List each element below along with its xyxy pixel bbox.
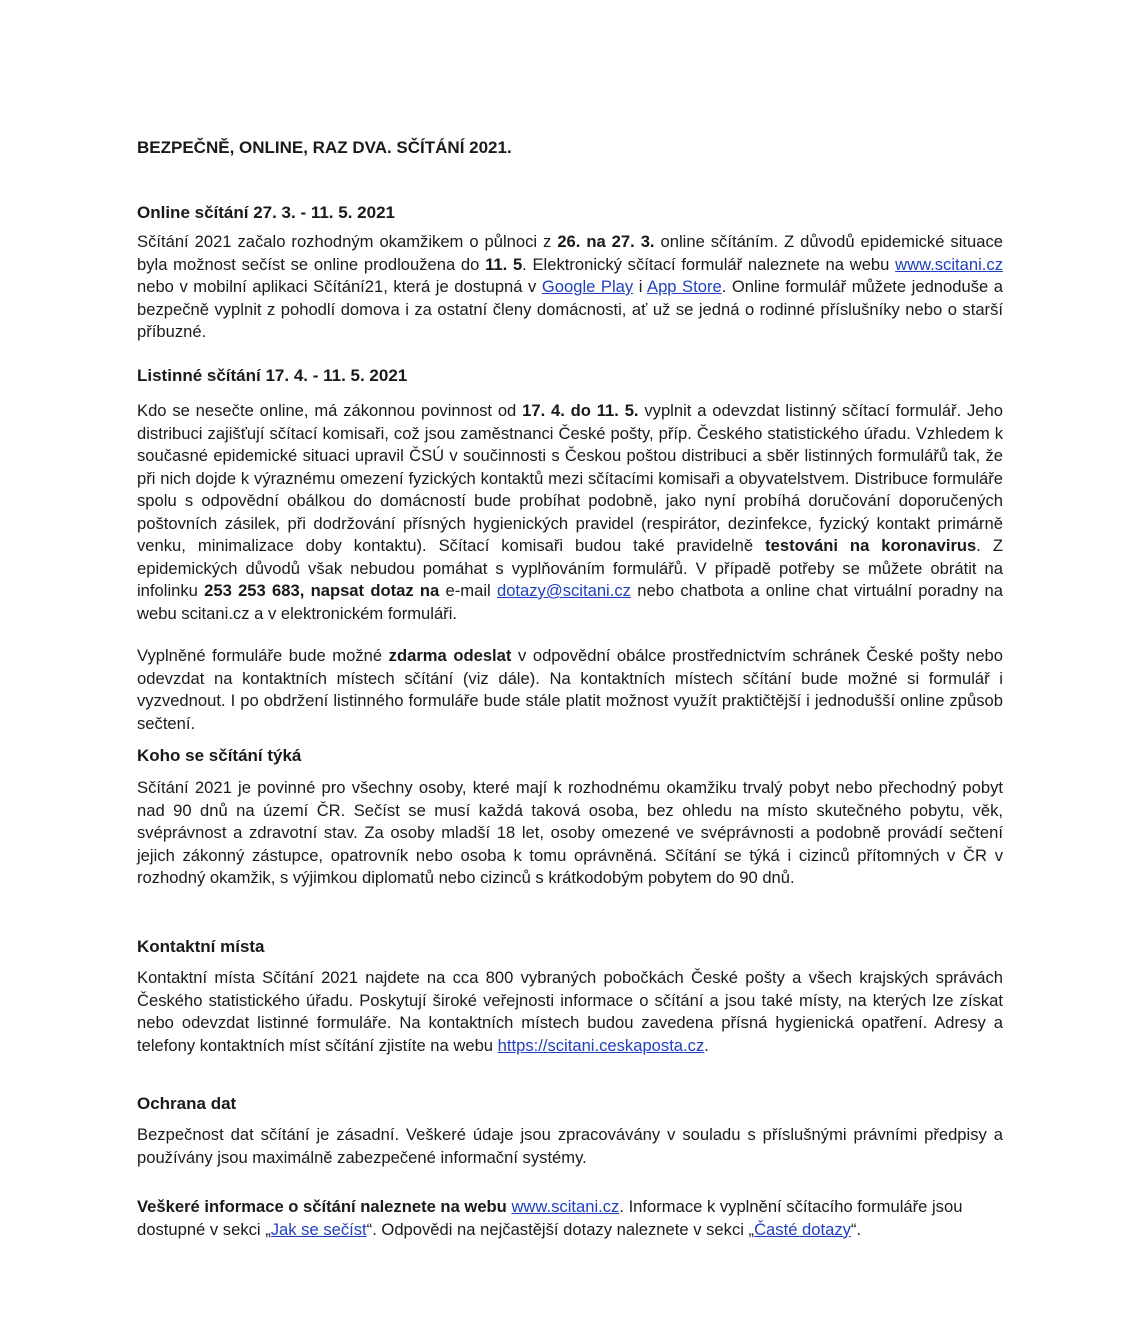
text-run: vyplnit a odevzdat listinný sčítací formulář. Jeho distribuci zajišťují sčítací komisaři, což jsou zaměstnanci České pošty, příp. Českého statistického úřadu. Vzhledem k současné epidemické situaci upravil ČSÚ v součinnosti s Českou poštou distribuci a sběr listinných formulářů tak, že při nich dojde k výraznému omezení fyzických kontaktů mezi sčítacími komisaři a obyvatelstvem. Distribuce formuláře spolu s odpovědní obálkou do domácností bude probíhat podobně, jako nyní probíhá doručování doporučených poštovních zásilek, při dodržování přísných hygienických pravidel (respirátor, dezinfekce, fyzický kontakt primárně venku, minimalizace doby kontaktu). Sčítací komisaři budou také pravidelně [137, 401, 1003, 555]
online-census-heading: Online sčítání 27. 3. - 11. 5. 2021 [137, 203, 395, 222]
faq-link[interactable]: Časté dotazy [754, 1219, 851, 1239]
text-run: v odpovědní obálce prostřednictvím schránek České pošty nebo odevzdat na kontaktních místech sčítání (viz dále). Na kontaktních místech sčítání bude možné si formulář i vyzvednout. I po obdržení listinného formuláře bude stále platit možnost využít praktičtější i jednodušší online způsob sečtení. [137, 646, 1004, 733]
how-to-link[interactable]: Jak se sečíst [270, 1219, 367, 1239]
who-paragraph: Sčítání 2021 je povinné pro všechny osoby, které mají k rozhodnému okamžiku trvalý pobyt nebo přechodný pobyt nad 90 dnů na území ČR. Sečíst se musí každá taková osoba, bez ohledu na místo skutečného pobytu, věk, svéprávnost a zdravotní stav. Za osoby mladší 18 let, osoby omezené ve svéprávnosti a podobně provádí sečtení jejich zákonný zástupce, opatrovník nebo osoba k tomu oprávněná. Sčítání se týká i cizinců přítomných v ČR v rozhodný okamžik, s výjimkou diplomatů nebo cizinců s krátkodobým pobytem do 90 dnů. [137, 778, 1003, 887]
date-range: 26. na 27. 3. [557, 232, 655, 251]
text-run: Kontaktní místa Sčítání 2021 najdete na cca 800 vybraných pobočkách České pošty a všech krajských správách Českého statistického úřadu. Poskytují široké veřejnosti informace o sčítání a jsou také místy, na kterých lze získat nebo odevzdat listinné formuláře. Na kontaktních místech budou zavedena přísná hygienická opatření. Adresy a telefony kontaktních míst sčítání zjistíte na webu [137, 968, 1003, 1055]
text-run: . Informace k vyplnění sčítacího formuláře jsou dostupné v sekci „ [137, 1197, 963, 1239]
who-heading: Koho se sčítání týká [137, 746, 302, 765]
google-play-link[interactable]: Google Play [541, 277, 634, 296]
text-run: e-mail [439, 581, 497, 600]
scitani-footer-link[interactable]: www.scitani.cz [511, 1197, 620, 1216]
text-run: nebo v mobilní aplikaci Sčítání21, která je dostupná v [137, 277, 542, 296]
privacy-heading: Ochrana dat [137, 1094, 237, 1113]
paper-census-paragraph [137, 400, 1003, 625]
text-run: . Elektronický sčítací formulář naleznete na webu [522, 254, 896, 274]
end-date: 11. 5 [485, 254, 523, 274]
email-link[interactable]: dotazy@scitani.cz [496, 581, 631, 600]
text-run: i [633, 277, 647, 296]
app-store-link[interactable]: App Store [647, 277, 722, 296]
text-run: . Online formulář můžete jednoduše a bezpečně vyplnit z pohodlí domova i za ostatní členy domácnosti, ať už se jedná o rodinné příslušníky nebo o starší příbuzné. [137, 277, 1003, 341]
text-run: . [704, 1035, 709, 1055]
scitani-link[interactable]: www.scitani.cz [895, 254, 1003, 274]
paper-census-heading: Listinné sčítání 17. 4. - 11. 5. 2021 [137, 366, 408, 385]
text-run: Kdo se nesečte online, má zákonnou povinnost od [137, 401, 523, 420]
date-range: 17. 4. do 11. 5. [522, 401, 639, 420]
privacy-paragraph: Bezpečnost dat sčítání je zásadní. Veškeré údaje jsou zpracovávány v souladu s příslušnými právními předpisy a používány jsou maximálně zabezpečené informační systémy. [137, 1125, 1003, 1167]
page-title: BEZPEČNĚ, ONLINE, RAZ DVA. SČÍTÁNÍ 2021. [137, 138, 512, 157]
text-run: Vyplněné formuláře bude možné [137, 646, 389, 665]
text-run: “. Odpovědi na nejčastější dotazy naleznete v sekci „ [366, 1219, 755, 1239]
text-run: . Z epidemických důvodů však nebudou pomáhat s vyplňováním formulářů. V případě potřeby se můžete obrátit na infolinku [137, 536, 1003, 600]
online-census-paragraph [137, 231, 1003, 344]
contact-paragraph [137, 967, 1003, 1057]
text-run: online sčítáním. Z důvodů epidemické situace byla možnost sečíst se online prodloužena do [137, 232, 1003, 274]
hotline-number: 253 253 683, napsat dotaz na [204, 581, 440, 600]
footer-paragraph [137, 1196, 1003, 1241]
ceskaposta-link[interactable]: https://scitani.ceskaposta.cz [497, 1035, 705, 1055]
text-run: Sčítání 2021 začalo rozhodným okamžikem o půlnoci z [137, 232, 558, 251]
contact-heading: Kontaktní místa [137, 937, 265, 956]
paper-return-paragraph [137, 645, 1003, 735]
testing-note: testováni na koronavirus [765, 536, 977, 555]
footer-bold-text: Veškeré informace o sčítání naleznete na webu [137, 1197, 507, 1216]
text-run: “. [850, 1219, 862, 1239]
text-run: nebo chatbota a online chat virtuální poradny na webu scitani.cz a v elektronickém formuláři. [137, 581, 1003, 623]
free-send-note: zdarma odeslat [388, 646, 512, 665]
